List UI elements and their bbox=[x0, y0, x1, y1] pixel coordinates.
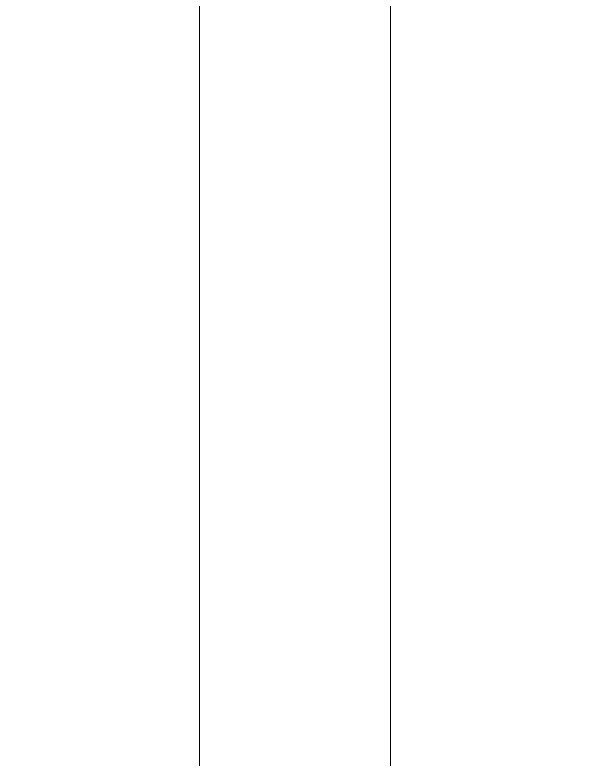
text-column-left bbox=[8, 6, 199, 766]
text-column-right bbox=[390, 6, 582, 766]
text-column-middle bbox=[199, 6, 391, 766]
